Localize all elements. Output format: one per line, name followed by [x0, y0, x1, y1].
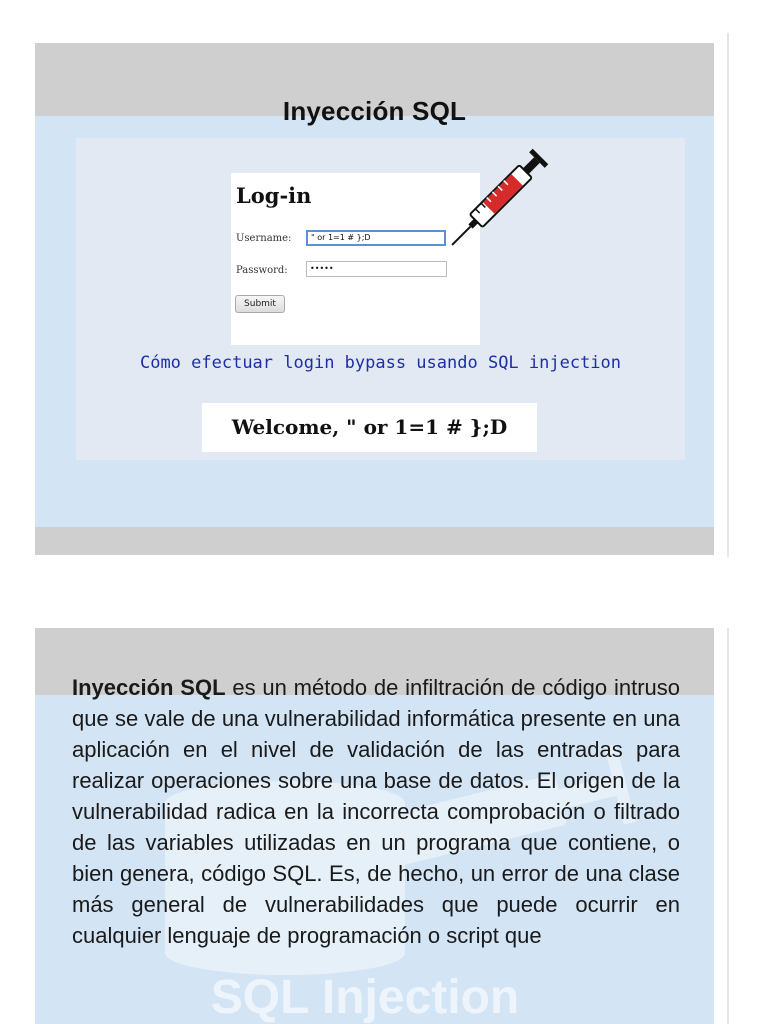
syringe-icon [438, 138, 568, 250]
login-heading: Log-in [236, 183, 312, 208]
term-bold: Inyección SQL [72, 675, 226, 700]
watermark-text: SQL Injection [210, 971, 520, 1024]
description-text: es un método de infiltración de código intruso que se vale de una vulnerabilidad informática presente en una aplicación en el nivel de validación de las entradas para realizar operaciones sobre una base de datos. El origen de la vulnerabilidad radica en la incorrecta comprobación o filtrado de las variables utilizadas en un programa que contiene, o bien genera, código SQL. Es, de hecho, un error de una clase más general de vulnerabilidades que puede ocurrir en cualquier lenguaje de programación o script que [72, 675, 680, 948]
password-label: Password: [236, 265, 288, 276]
password-input[interactable]: ••••• [306, 261, 447, 277]
submit-button[interactable]: Submit [235, 295, 285, 313]
slide-1 [35, 43, 714, 555]
slide-title: Inyección SQL [282, 96, 467, 126]
username-label: Username: [236, 233, 292, 244]
slide-2 [35, 628, 714, 1024]
welcome-message: Welcome, " or 1=1 # };D [202, 403, 537, 452]
slide-divider [727, 33, 729, 557]
description-paragraph [72, 672, 680, 951]
tutorial-caption: Cómo efectuar login bypass usando SQL injection [139, 353, 622, 373]
username-input[interactable]: " or 1=1 # };D [306, 230, 446, 246]
screenshot-panel [76, 138, 685, 460]
slide-divider [727, 628, 729, 1024]
